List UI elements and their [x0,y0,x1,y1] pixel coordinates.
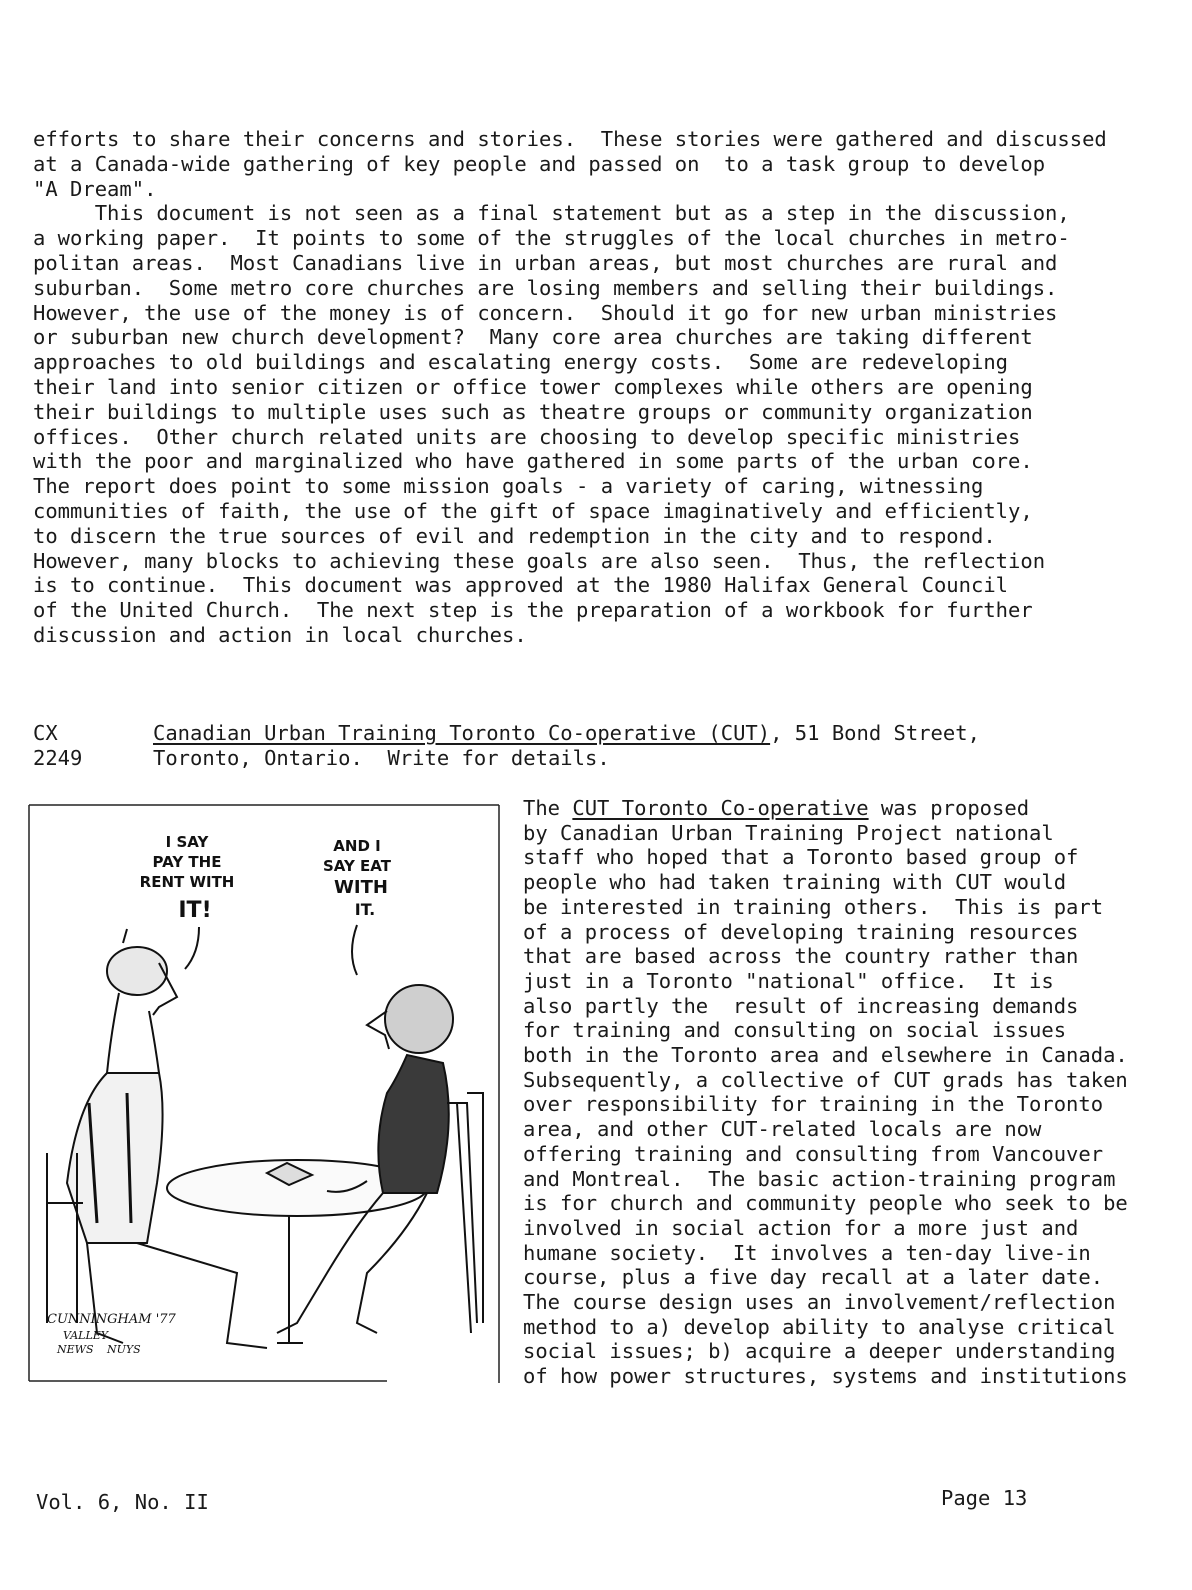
cut-description-lines [523,821,1128,1389]
cut-coop-name: CUT Toronto Co-operative [572,796,869,820]
page-number: Page 13 [941,1486,1028,1510]
cut-description-line: Subsequently, a collective of CUT grads has taken [523,1067,1128,1092]
org-name: Canadian Urban Training Toronto Co-operative (CUT) [153,721,771,745]
bubble-right-line1: AND I [333,837,381,855]
woman-figure [277,985,483,1333]
bubble-left-line2: PAY THE [152,853,222,871]
cut-description-line: for training and consulting on social issues [523,1018,1067,1043]
cut-description-line: that are based across the country rather than [523,944,1079,969]
intro-line: politan areas. Most Canadians live in urban areas, but most churches are rural and [33,251,1058,275]
intro-line: to discern the true sources of evil and redemption in the city and to respond. [33,523,996,548]
intro-line: is to continue. This document was approved at the 1980 Halifax General Council [33,573,1009,598]
entry-address-line1 [153,721,980,746]
cut-description-line: social issues; b) acquire a deeper understanding [523,1339,1116,1364]
cut-description-line: is for church and community people who seek to be [523,1191,1128,1216]
bubble-left-line1: I SAY [165,833,209,851]
cut-description-line: be interested in training others. This is part [523,894,1104,919]
bubble-right-line2: SAY EAT [323,857,391,875]
entry-code [33,721,82,771]
intro-line: However, the use of the money is of concern. Should it go for new urban ministries [33,300,1058,325]
intro-line: their land into senior citizen or office tower complexes while others are opening [33,375,1033,399]
cut-description-line: method to a) develop ability to analyse critical [523,1314,1116,1339]
intro-line: approaches to old buildings and escalating energy costs. Some are redeveloping [33,350,1009,375]
cut-description-line: of a process of developing training resources [523,919,1079,944]
intro-line: suburban. Some metro core churches are losing members and selling their buildings. [33,275,1058,300]
intro-line: of the United Church. The next step is the preparation of a workbook for further [33,598,1033,623]
cut-description-line: over responsibility for training in the Toronto [523,1092,1104,1117]
intro-line: The report does point to some mission goals - a variety of caring, witnessing [33,474,984,499]
signature-line4: NUYS [107,1343,141,1356]
bubble-right-line4: IT. [354,900,376,919]
entry-address-line2: Toronto, Ontario. Write for details. [153,746,610,770]
address-rest: , 51 Bond Street, [770,721,980,745]
first-suffix: was proposed [868,796,1030,820]
bubble-left-line3: RENT WITH [139,873,235,891]
entry-code-line1: CX [33,721,58,745]
cut-description-line: course, plus a five day recall at a later date. [523,1265,1104,1290]
speech-bubble-left [140,833,235,969]
cartoon-illustration [27,803,500,1385]
cut-description-line: by Canadian Urban Training Project national [523,820,1054,845]
cut-description-line: staff who hoped that a Toronto based group of [523,845,1079,870]
intro-line: discussion and action in local churches. [33,623,527,647]
man-figure [47,929,267,1348]
cut-description-line: involved in social action for a more just and [523,1215,1079,1240]
bubble-right-line3: WITH [334,877,388,898]
intro-line: However, many blocks to achieving these goals are also seen. Thus, the reflection [33,548,1046,573]
cut-description-line: The course design uses an involvement/reflection [523,1290,1116,1315]
intro-line: offices. Other church related units are choosing to develop specific ministries [33,424,1021,449]
cut-description-line: area, and other CUT-related locals are now [523,1117,1042,1142]
cut-description-line1 [523,796,1128,821]
intro-line: a working paper. It points to some of the struggles of the local churches in metro- [33,226,1070,251]
cut-description-line: and Montreal. The basic action-training program [523,1166,1116,1191]
cut-description-line: just in a Toronto "national" office. It is [523,968,1054,993]
intro-line: This document is not seen as a final statement but as a step in the discussion, [33,201,1070,226]
signature-line1: CUNNINGHAM '77 [47,1312,176,1327]
intro-line: their buildings to multiple uses such as theatre groups or community organization [33,399,1033,424]
entry-code-line2: 2249 [33,746,83,770]
intro-line: with the poor and marginalized who have gathered in some parts of the urban core. [33,449,1033,474]
entry-heading [153,721,980,771]
speech-bubble-right [323,837,392,975]
cartoonist-signature [47,1312,177,1356]
intro-line: at a Canada-wide gathering of key people and passed on to a task group to develop [33,151,1046,176]
signature-line3: NEWS [57,1343,94,1356]
intro-line: or suburban new church development? Many core area churches are taking different [33,325,1033,350]
intro-line: communities of faith, the use of the gift of space imaginatively and efficiently, [33,499,1033,523]
cut-description-line: offering training and consulting from Vancouver [523,1141,1104,1166]
bubble-left-line4: IT! [178,898,212,923]
signature-line2: VALLEY [63,1329,109,1342]
cut-description-line: of how power structures, systems and institutions [523,1364,1128,1389]
cut-description-line: also partly the result of increasing demands [523,993,1079,1018]
cut-description-line: both in the Toronto area and elsewhere in Canada. [523,1043,1128,1068]
intro-line: "A Dream". [33,176,157,201]
cut-description-line: humane society. It involves a ten-day live-in [523,1240,1091,1265]
intro-line: efforts to share their concerns and stories. These stories were gathered and discussed [33,127,1107,151]
cut-description-line: people who had taken training with CUT would [523,870,1067,895]
cut-description [523,796,1128,1389]
volume-number: Vol. 6, No. II [36,1490,209,1514]
first-prefix: The [523,796,573,820]
